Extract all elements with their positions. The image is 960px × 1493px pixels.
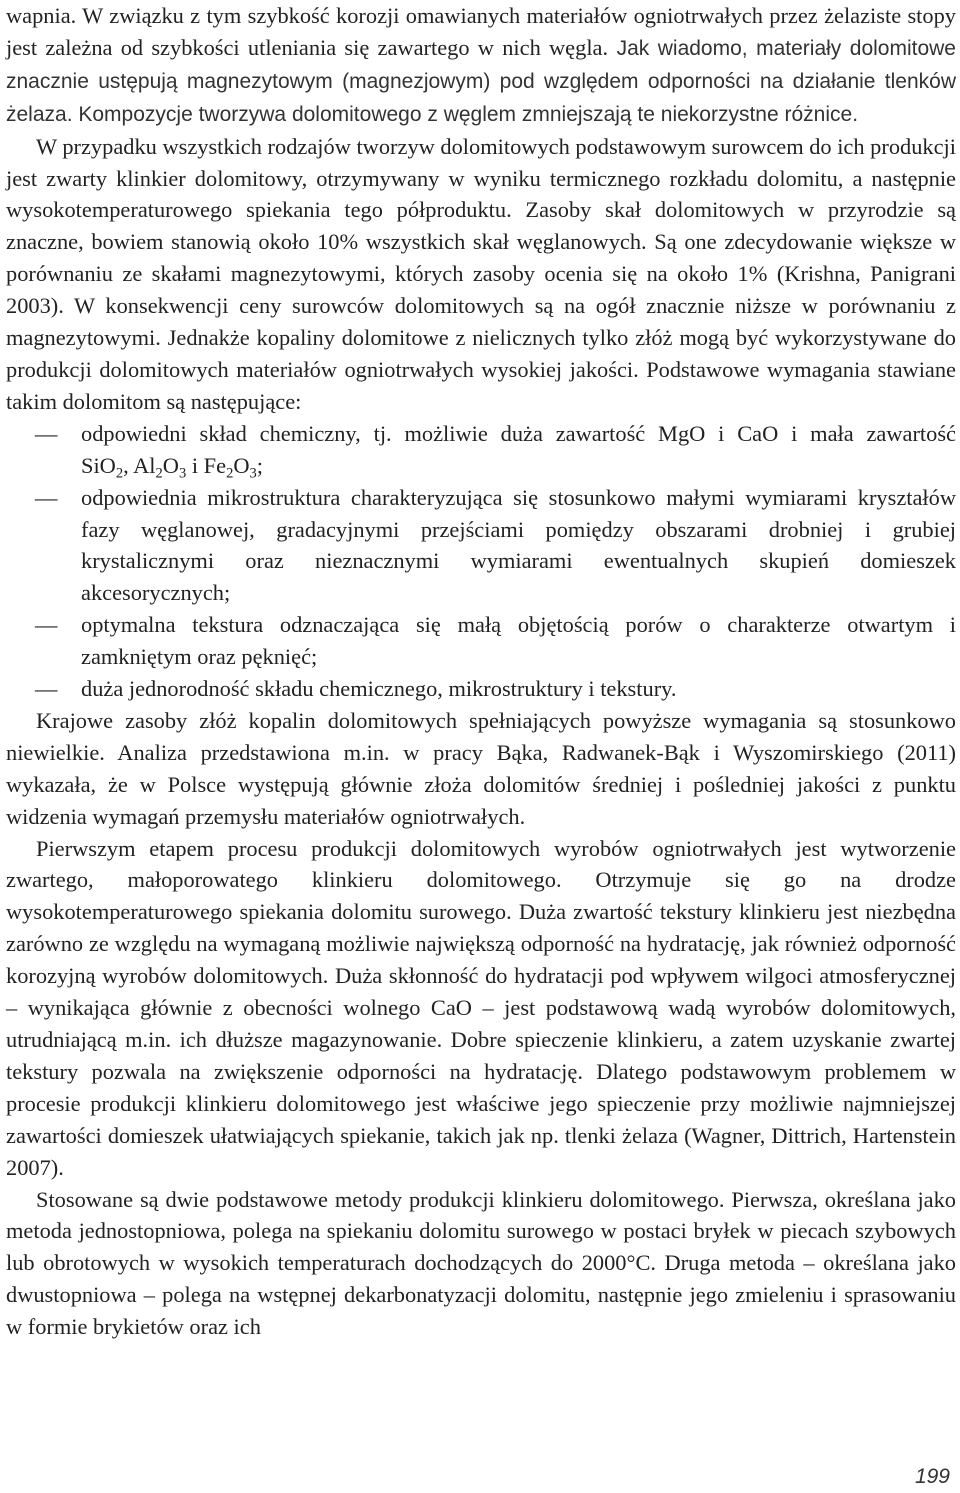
formula-subscript: 2 (226, 465, 234, 482)
formula-end: ; (256, 452, 264, 478)
list-item-text: duża jednorodność składu chemicznego, mikrostruktury i tekstury. (81, 676, 677, 702)
list-item (11, 673, 956, 705)
oxide-formulas (81, 452, 264, 482)
list-item (11, 609, 956, 673)
formula-fe2o3: Fe (203, 452, 227, 478)
list-dash: — (35, 676, 58, 702)
list-item (11, 482, 956, 610)
list-item-text: odpowiedni skład chemiczny, tj. możliwie duża zawartość MgO i CaO i mała zawartość (81, 420, 956, 446)
formula-subscript: 2 (155, 465, 163, 482)
paragraph-1 (6, 0, 956, 131)
list-item (11, 418, 956, 482)
list-dash: — (35, 484, 58, 510)
paragraph-2: W przypadku wszystkich rodzajów tworzyw dolomitowych podstawowym surowcem do ich produkcji jest zwarty klinkier dolomitowy, otrzymywany w wyniku termicznego rozkładu dolomitu, a następnie wysokotemperaturowego spiekania tego półproduktu. Zasoby skał dolomitowych w przyrodzie są znaczne, bowiem stanowią około 10% wszystkich skał węglanowych. Są one zdecydowanie większe w porównaniu ze skałami magnezytowymi, których zasoby ocenia się na około 1% (Krishna, Panigrani 2003). W konsekwencji ceny surowców dolomitowych są na ogół znacznie niższe w porównaniu z magnezytowymi. Jednakże kopaliny dolomitowe z nielicznych tylko złóż mogą być wykorzystywane do produkcji dolomitowych materiałów ogniotrwałych wysokiej jakości. Podstawowe wymagania stawiane takim dolomitom są następujące: (6, 133, 956, 414)
paragraph-4: Pierwszym etapem procesu produkcji dolomitowych wyrobów ogniotrwałych jest wytworzenie zwartego, małoporowatego klinkieru dolomitowego. Otrzymuje się go na drodze wysokotemperaturowego spiekania dolomitu surowego. Duża zwartość tekstury klinkieru jest niezbędna zarówno ze względu na wymaganą możliwie największą odporność na hydratację, jak również odporność korozyjną wyrobów dolomitowych. Duża skłonność do hydratacji pod wpływem wilgoci atmosferycznej – wynikająca głównie z obecności wolnego CaO – jest podstawową wadą wyrobów dolomitowych, utrudniającą m.in. ich dłuższe magazynowanie. Dobre spieczenie klinkieru, a zatem uzyskanie zwartej tekstury pozwala na zwiększenie odporności na hydratację. Dlatego podstawowym problemem w procesie produkcji klinkieru dolomitowego jest właściwe jego spieczenie przy możliwie najmniejszej zawartości domieszek ułatwiających spiekanie, takich jak np. tlenki żelaza (Wagner, Dittrich, Hartenstein 2007). (6, 835, 956, 1180)
formula-subscript: 2 (115, 465, 124, 482)
list-item-text: optymalna tekstura odznaczająca się małą objętością porów o charakterze otwartym i zamkniętym oraz pęknięć; (81, 612, 956, 670)
document-page (6, 0, 956, 1343)
formula-oxygen: O (233, 452, 250, 478)
formula-oxygen: O (162, 452, 179, 478)
formula-separator: , (123, 452, 134, 478)
requirements-list (6, 418, 956, 705)
formula-sio2: SiO (81, 452, 116, 478)
formula-subscript: 3 (249, 465, 257, 482)
paragraph-1-sans-text: Jak wiadomo, materiały dolomitowe znacznie ustępują magnezytowym (magnezjowym) pod względem odporności na działanie tlenków żelaza. Kompozycje tworzywa dolomitowego z węglem zmniejszają te niekorzystne różnice. (6, 36, 956, 126)
paragraph-5: Stosowane są dwie podstawowe metody produkcji klinkieru dolomitowego. Pierwsza, określana jako metoda jednostopniowa, polega na spiekaniu dolomitu surowego w postaci bryłek w piecach szybowych lub obrotowych w wysokich temperaturach dochodzących do 2000°C. Druga metoda – określana jako dwustopniowa – polega na wstępnej dekarbonatyzacji dolomitu, następnie jego zmieleniu i sprasowaniu w formie brykietów oraz ich (6, 1186, 956, 1340)
list-dash: — (35, 420, 58, 446)
paragraph-1-serif-text: wapnia. W związku z tym szybkość korozji omawianych materiałów ogniotrwałych przez żelaziste stopy jest zależna od szybkości utleniania się zawartego w nich węgla. (6, 3, 956, 60)
formula-separator: i (186, 452, 204, 478)
paragraph-3: Krajowe zasoby złóż kopalin dolomitowych spełniających powyższe wymagania są stosunkowo niewielkie. Analiza przedstawiona m.in. w pracy Bąka, Radwanek-Bąk i Wyszomirskiego (2011) wykazała, że w Polsce występują głównie złoża dolomitów średniej i pośledniej jakości z punktu widzenia wymagań przemysłu materiałów ogniotrwałych. (6, 707, 956, 829)
list-item-text: odpowiednia mikrostruktura charakteryzująca się stosunkowo małymi wymiarami kryształów fazy węglanowej, gradacyjnymi przejściami pomiędzy obszarami drobniej i grubiej krystalicznymi oraz nieznacznymi wymiarami ewentualnych skupień domieszek akcesorycznych; (81, 484, 956, 606)
formula-al2o3: Al (133, 452, 156, 478)
page-number: 199 (914, 1465, 950, 1488)
formula-subscript: 3 (178, 465, 187, 482)
list-dash: — (35, 612, 58, 638)
